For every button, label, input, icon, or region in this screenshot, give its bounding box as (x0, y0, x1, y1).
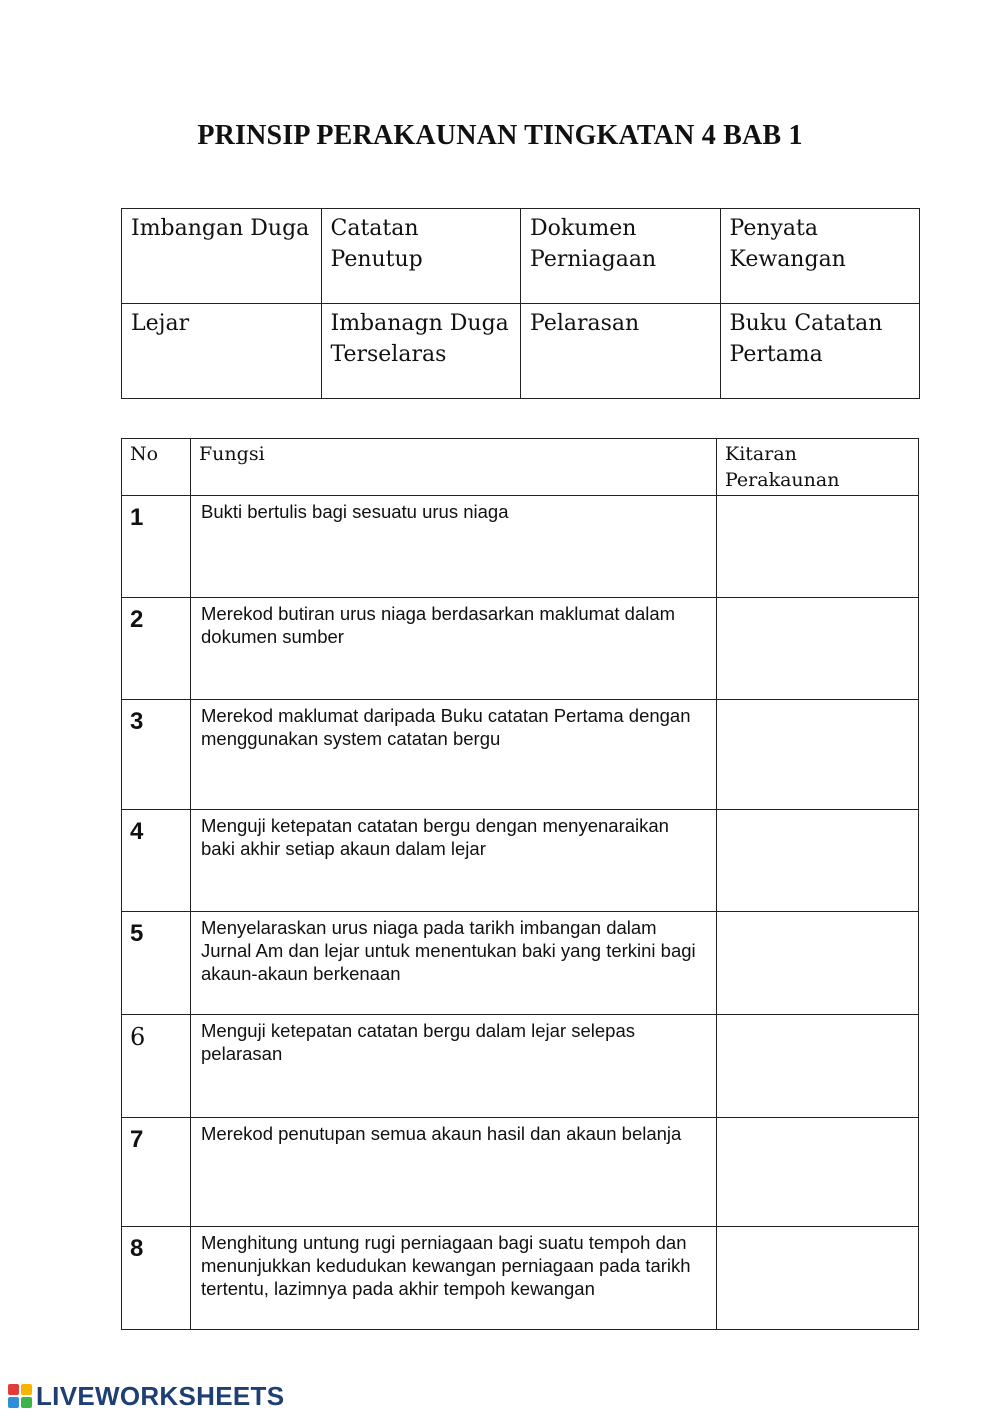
answer-cell[interactable] (717, 700, 919, 810)
table-row (122, 912, 919, 1015)
table-row (122, 810, 919, 912)
logo-square (8, 1397, 19, 1408)
logo-text: LIVEWORKSHEETS (36, 1380, 285, 1411)
answer-cell[interactable] (717, 1015, 919, 1118)
logo-square (21, 1397, 32, 1408)
answer-cell[interactable] (717, 1118, 919, 1227)
answer-cell[interactable] (717, 912, 919, 1015)
row-number: 1 (122, 496, 191, 598)
term-cell: Imbanagn Duga Terselaras (321, 304, 521, 399)
table-row (122, 1015, 919, 1118)
terms-row (122, 209, 920, 304)
terms-row (122, 304, 920, 399)
row-fungsi: Bukti bertulis bagi sesuatu urus niaga (191, 496, 717, 598)
answer-cell[interactable] (717, 1227, 919, 1330)
row-fungsi: Merekod penutupan semua akaun hasil dan akaun belanja (191, 1118, 717, 1227)
row-number: 5 (122, 912, 191, 1015)
row-number: 6 (122, 1015, 191, 1118)
term-cell: Buku Catatan Pertama (720, 304, 920, 399)
term-cell: Pelarasan (521, 304, 721, 399)
logo-square (21, 1384, 32, 1395)
row-fungsi: Menguji ketepatan catatan bergu dalam lejar selepas pelarasan (191, 1015, 717, 1118)
term-cell: Catatan Penutup (321, 209, 521, 304)
header-fungsi: Fungsi (191, 439, 717, 496)
table-row (122, 598, 919, 700)
row-number: 7 (122, 1118, 191, 1227)
answer-cell[interactable] (717, 496, 919, 598)
table-row (122, 1227, 919, 1330)
terms-table (121, 208, 920, 399)
row-number: 2 (122, 598, 191, 700)
term-cell: Dokumen Perniagaan (521, 209, 721, 304)
row-number: 3 (122, 700, 191, 810)
header-no: No (122, 439, 191, 496)
row-number: 4 (122, 810, 191, 912)
table-row (122, 1118, 919, 1227)
liveworksheets-logo[interactable] (8, 1380, 284, 1412)
row-fungsi: Merekod maklumat daripada Buku catatan Pertama dengan menggunakan system catatan bergu (191, 700, 717, 810)
row-fungsi: Menyelaraskan urus niaga pada tarikh imbangan dalam Jurnal Am dan lejar untuk menentukan baki yang terkini bagi akaun-akaun berkenaan (191, 912, 717, 1015)
row-fungsi: Menguji ketepatan catatan bergu dengan menyenaraikan baki akhir setiap akaun dalam lejar (191, 810, 717, 912)
table-row (122, 496, 919, 598)
header-kitaran: Kitaran Perakaunan (717, 439, 919, 496)
row-fungsi: Menghitung untung rugi perniagaan bagi suatu tempoh dan menunjukkan kedudukan kewangan perniagaan pada tarikh tertentu, lazimnya pada akhir tempoh kewangan (191, 1227, 717, 1330)
table-row (122, 700, 919, 810)
term-cell: Imbangan Duga (122, 209, 322, 304)
worksheet-title: PRINSIP PERAKAUNAN TINGKATAN 4 BAB 1 (197, 120, 803, 151)
table-header-row (122, 439, 919, 496)
liveworksheets-logo-icon (8, 1384, 32, 1408)
function-table (121, 438, 919, 1330)
answer-cell[interactable] (717, 598, 919, 700)
answer-cell[interactable] (717, 810, 919, 912)
term-cell: Lejar (122, 304, 322, 399)
term-cell: Penyata Kewangan (720, 209, 920, 304)
row-fungsi: Merekod butiran urus niaga berdasarkan maklumat dalam dokumen sumber (191, 598, 717, 700)
logo-square (8, 1384, 19, 1395)
row-number: 8 (122, 1227, 191, 1330)
